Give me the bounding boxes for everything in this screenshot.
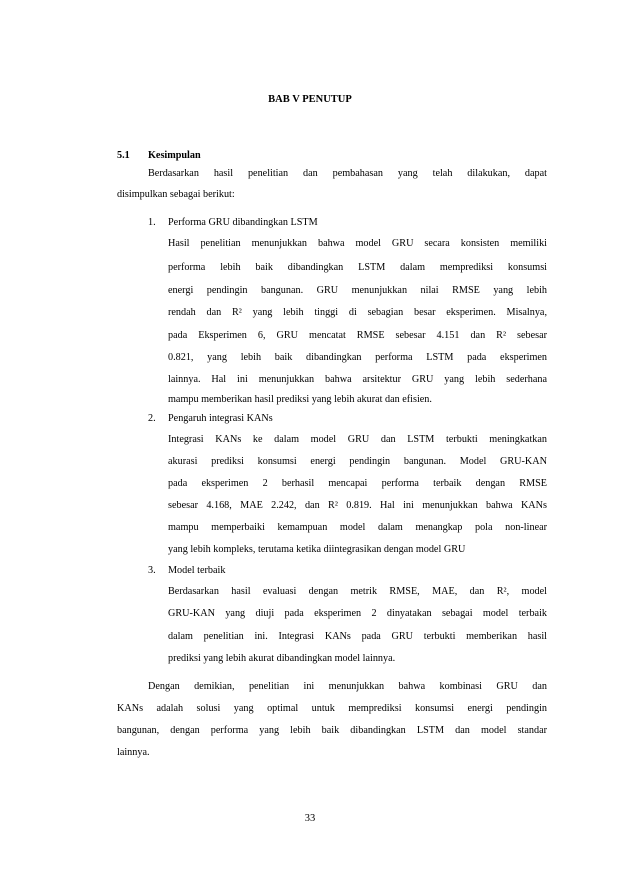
list-item-line: lainnya. Hal ini menunjukkan bahwa arsitektur GRU yang lebih sederhana bbox=[168, 374, 547, 385]
list-item-line: mampu memberikan hasil prediksi yang lebih akurat dan efisien. bbox=[168, 394, 432, 405]
intro-line: disimpulkan sebagai berikut: bbox=[117, 189, 235, 200]
section-number: 5.1 bbox=[117, 150, 130, 161]
list-item-line: pada Eksperimen 6, GRU mencatat RMSE sebesar 4.151 dan R² sebesar bbox=[168, 330, 547, 341]
list-item-line: mampu memperbaiki kemampuan model dalam menangkap pola non-linear bbox=[168, 522, 547, 533]
list-item-line: akurasi prediksi konsumsi energi pendingin bangunan. Model GRU-KAN bbox=[168, 456, 547, 467]
list-item-line: yang lebih kompleks, terutama ketika diintegrasikan dengan model GRU bbox=[168, 544, 466, 555]
list-item-number: 3. bbox=[148, 565, 156, 576]
chapter-title: BAB V PENUTUP bbox=[268, 94, 352, 105]
list-item-line: prediksi yang lebih akurat dibandingkan model lainnya. bbox=[168, 653, 396, 664]
closing-line: Dengan demikian, penelitian ini menunjukkan bahwa kombinasi GRU dan bbox=[148, 681, 547, 692]
list-item-line: Hasil penelitian menunjukkan bahwa model GRU secara konsisten memiliki bbox=[168, 238, 547, 249]
list-item-line: pada eksperimen 2 berhasil mencapai performa terbaik dengan RMSE bbox=[168, 478, 547, 489]
list-item-line: dalam penelitian ini. Integrasi KANs pada GRU terbukti memberikan hasil bbox=[168, 631, 547, 642]
list-item-number: 1. bbox=[148, 217, 156, 228]
list-item-line: 0.821, yang lebih baik dibandingkan performa LSTM pada eksperimen bbox=[168, 352, 547, 363]
intro-line: Berdasarkan hasil penelitian dan pembahasan yang telah dilakukan, dapat bbox=[148, 168, 547, 179]
list-item-line: Integrasi KANs ke dalam model GRU dan LSTM terbukti meningkatkan bbox=[168, 434, 547, 445]
list-item-title: Model terbaik bbox=[168, 565, 226, 576]
list-item-line: performa lebih baik dibandingkan LSTM dalam memprediksi konsumsi bbox=[168, 262, 547, 273]
section-title: Kesimpulan bbox=[148, 150, 201, 161]
section-heading bbox=[117, 150, 201, 161]
closing-line: bangunan, dengan performa yang lebih baik dibandingkan LSTM dan model standar bbox=[117, 725, 547, 736]
list-item-number: 2. bbox=[148, 413, 156, 424]
list-item-line: GRU-KAN yang diuji pada eksperimen 2 dinyatakan sebagai model terbaik bbox=[168, 608, 547, 619]
page-number: 33 bbox=[304, 813, 316, 824]
list-item-line: rendah dan R² yang lebih tinggi di sebagian besar eksperimen. Misalnya, bbox=[168, 307, 547, 318]
closing-line: lainnya. bbox=[117, 747, 150, 758]
list-item-title: Pengaruh integrasi KANs bbox=[168, 413, 273, 424]
list-item-title: Performa GRU dibandingkan LSTM bbox=[168, 217, 318, 228]
list-item-line: energi pendingin bangunan. GRU menunjukkan nilai RMSE yang lebih bbox=[168, 285, 547, 296]
closing-line: KANs adalah solusi yang optimal untuk memprediksi konsumsi energi pendingin bbox=[117, 703, 547, 714]
list-item-line: Berdasarkan hasil evaluasi dengan metrik RMSE, MAE, dan R², model bbox=[168, 586, 547, 597]
list-item-line: sebesar 4.168, MAE 2.242, dan R² 0.819. Hal ini menunjukkan bahwa KANs bbox=[168, 500, 547, 511]
